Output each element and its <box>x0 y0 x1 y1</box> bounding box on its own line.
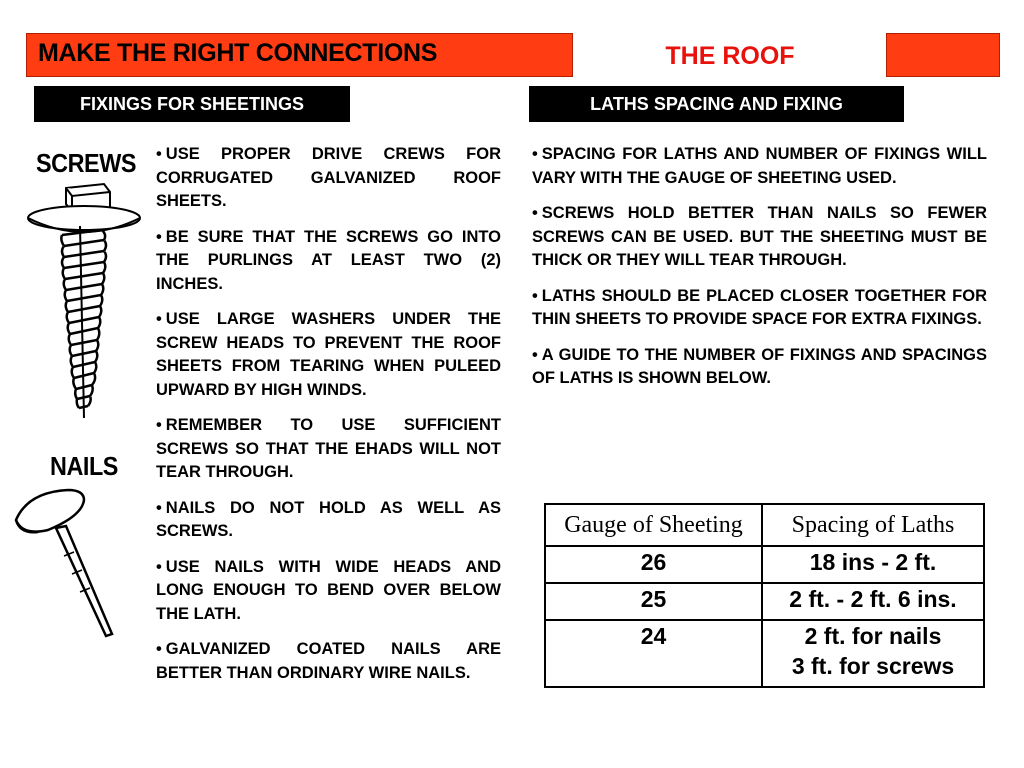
laths-bullets <box>532 143 987 403</box>
accent-block <box>886 33 1000 77</box>
list-item <box>532 202 987 273</box>
list-item <box>156 638 501 685</box>
bullet-text: GALVANIZED COATED NAILS ARE BETTER THAN ORDINARY WIRE NAILS. <box>156 640 501 682</box>
table-row <box>545 583 984 620</box>
table-row <box>545 620 984 687</box>
screws-label: SCREWS <box>36 148 137 178</box>
bullet-icon: • <box>156 640 162 658</box>
list-item <box>532 285 987 332</box>
laths-heading: LATHS SPACING AND FIXING <box>529 86 904 122</box>
bullet-icon: • <box>532 345 538 364</box>
cell-line: 2 ft. for nails <box>804 623 942 649</box>
bullet-icon: • <box>532 204 538 222</box>
bullet-icon: • <box>156 498 162 517</box>
cell-line: 3 ft. for screws <box>791 653 955 679</box>
bullet-text: USE NAILS WITH WIDE HEADS AND LONG ENOUGH TO BEND OVER BELOW THE LATH. <box>156 557 501 623</box>
table-cell: 24 <box>545 620 762 687</box>
bullet-icon: • <box>156 145 162 163</box>
table-header-row <box>545 504 984 546</box>
bullet-text: USE PROPER DRIVE CREWS FOR CORRUGATED GALVANIZED ROOF SHEETS. <box>156 145 501 210</box>
table-cell <box>762 620 984 687</box>
table-cell: 26 <box>545 546 762 583</box>
page-title: MAKE THE RIGHT CONNECTIONS <box>38 39 438 67</box>
bullet-icon: • <box>156 227 162 246</box>
bullet-text: USE LARGE WASHERS UNDER THE SCREW HEADS TO PREVENT THE ROOF SHEETS FROM TEARING WHEN PULEED UPWARD BY HIGH WINDS. <box>156 310 501 399</box>
list-item <box>156 414 501 485</box>
bullet-icon: • <box>156 310 162 328</box>
nails-label: NAILS <box>50 451 118 481</box>
gauge-spacing-table <box>544 503 985 688</box>
bullet-icon: • <box>532 145 538 163</box>
bullet-text: A GUIDE TO THE NUMBER OF FIXINGS AND SPACINGS OF LATHS IS SHOWN BELOW. <box>532 345 987 387</box>
table-cell: 25 <box>545 583 762 620</box>
bullet-text: REMEMBER TO USE SUFFICIENT SCREWS SO THAT THE EHADS WILL NOT TEAR THROUGH. <box>156 416 501 481</box>
section-title: THE ROOF <box>665 42 795 70</box>
list-item <box>532 143 987 190</box>
table-row <box>545 546 984 583</box>
table-cell: 2 ft. - 2 ft. 6 ins. <box>762 583 984 620</box>
bullet-text: SPACING FOR LATHS AND NUMBER OF FIXINGS WILL VARY WITH THE GAUGE OF SHEETING USED. <box>532 145 987 187</box>
bullet-icon: • <box>156 557 162 576</box>
list-item <box>156 497 501 544</box>
bullet-text: LATHS SHOULD BE PLACED CLOSER TOGETHER FOR THIN SHEETS TO PROVIDE SPACE FOR EXTRA FIXINGS. <box>532 286 987 328</box>
column-header: Spacing of Laths <box>762 504 984 546</box>
list-item <box>156 226 501 297</box>
list-item <box>532 344 987 391</box>
bullet-text: NAILS DO NOT HOLD AS WELL AS SCREWS. <box>156 498 501 540</box>
column-header: Gauge of Sheeting <box>545 504 762 546</box>
list-item <box>156 143 501 214</box>
fixings-bullets <box>156 143 501 697</box>
list-item <box>156 556 501 627</box>
fixings-heading: FIXINGS FOR SHEETINGS <box>34 86 350 122</box>
nail-illustration <box>8 486 128 646</box>
screw-illustration <box>24 180 144 425</box>
bullet-text: BE SURE THAT THE SCREWS GO INTO THE PURLINGS AT LEAST TWO (2) INCHES. <box>156 227 501 293</box>
bullet-text: SCREWS HOLD BETTER THAN NAILS SO FEWER SCREWS CAN BE USED. BUT THE SHEETING MUST BE THICK OR THEY WILL TEAR THROUGH. <box>532 204 987 269</box>
list-item <box>156 308 501 402</box>
table-cell: 18 ins - 2 ft. <box>762 546 984 583</box>
bullet-icon: • <box>532 286 538 305</box>
bullet-icon: • <box>156 416 162 434</box>
